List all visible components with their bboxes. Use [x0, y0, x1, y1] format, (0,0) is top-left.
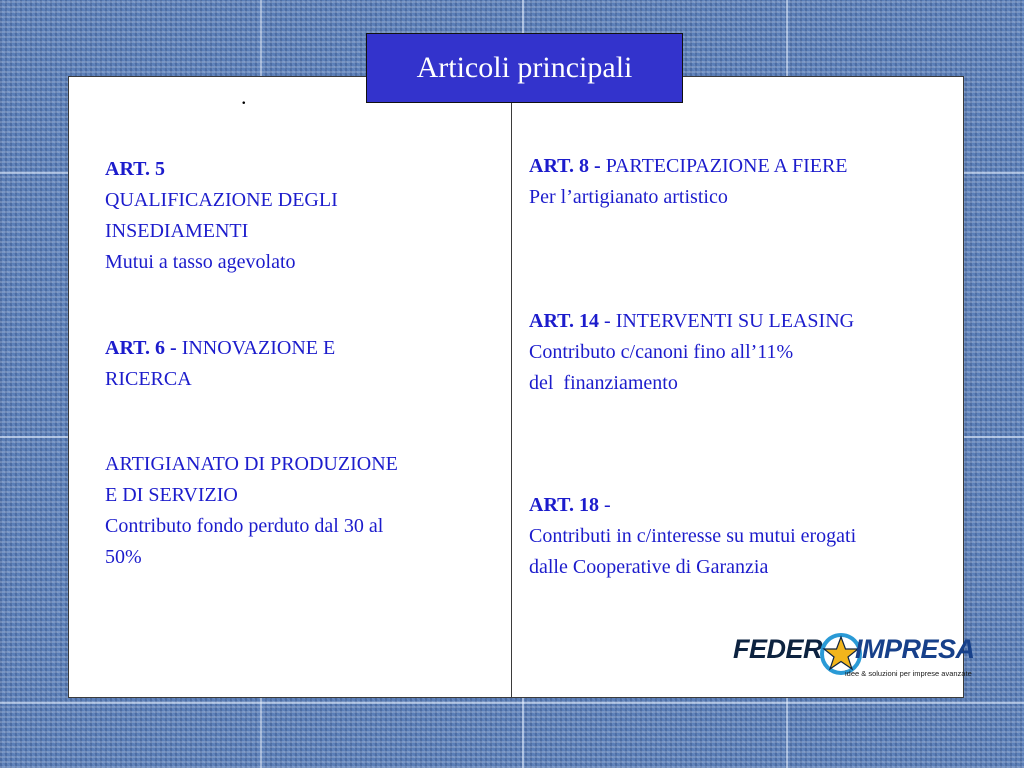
artigianato-block [105, 449, 398, 573]
stray-dot: . [241, 84, 247, 109]
artigianato-description-line2: 50% [105, 546, 142, 568]
slide-title [366, 33, 683, 103]
art8-title: PARTECIPAZIONE A FIERE [600, 155, 848, 177]
art14-block [529, 306, 925, 399]
slide-title-text: Articoli principali [416, 51, 633, 84]
art18-description-line1: Contributi in c/interesse su mutui erogati [529, 525, 857, 547]
art5-block [105, 154, 338, 278]
artigianato-title-line1: ARTIGIANATO DI PRODUZIONE [105, 453, 398, 475]
art6-title: INNOVAZIONE E [176, 337, 336, 359]
art5-title-line2: INSEDIAMENTI [105, 220, 249, 242]
column-divider [511, 76, 512, 698]
art6-heading: ART. 6 - [105, 337, 177, 359]
artigianato-description-line1: Contributo fondo perduto dal 30 al [105, 515, 384, 537]
art18-heading: ART. 18 [529, 494, 600, 516]
art14-word: all’11% [730, 341, 794, 363]
art6-title-line2: RICERCA [105, 368, 192, 390]
logo-text-feder: FEDER [733, 634, 823, 664]
art5-heading: ART. 5 [105, 158, 166, 180]
art8-description: Per l’artigianato artistico [529, 186, 728, 208]
art14-word: c/canoni [620, 341, 689, 363]
bg-grid-line [0, 702, 1024, 704]
artigianato-title-line2: E DI SERVIZIO [105, 484, 238, 506]
art14-description-line1 [529, 337, 925, 368]
logo-text-impresa: IMPRESA [855, 634, 975, 664]
art18-description-line2: dalle Cooperative di Garanzia [529, 556, 769, 578]
art5-title-line1: QUALIFICAZIONE DEGLI [105, 189, 338, 211]
art14-description-line2: del finanziamento [529, 372, 678, 394]
art14-title: - INTERVENTI SU LEASING [599, 310, 855, 332]
art18-title: - [599, 494, 611, 516]
art5-description: Mutui a tasso agevolato [105, 251, 296, 273]
art14-heading: ART. 14 [529, 310, 600, 332]
art8-block [529, 151, 848, 213]
art6-block [105, 333, 335, 395]
federimpresa-logo [733, 628, 975, 686]
art8-heading: ART. 8 - [529, 155, 601, 177]
art14-word: Contributo [529, 341, 616, 363]
art14-word: fino [693, 341, 726, 363]
art18-block [529, 490, 856, 583]
logo-tagline: idee & soluzioni per imprese avanzate [845, 669, 972, 678]
